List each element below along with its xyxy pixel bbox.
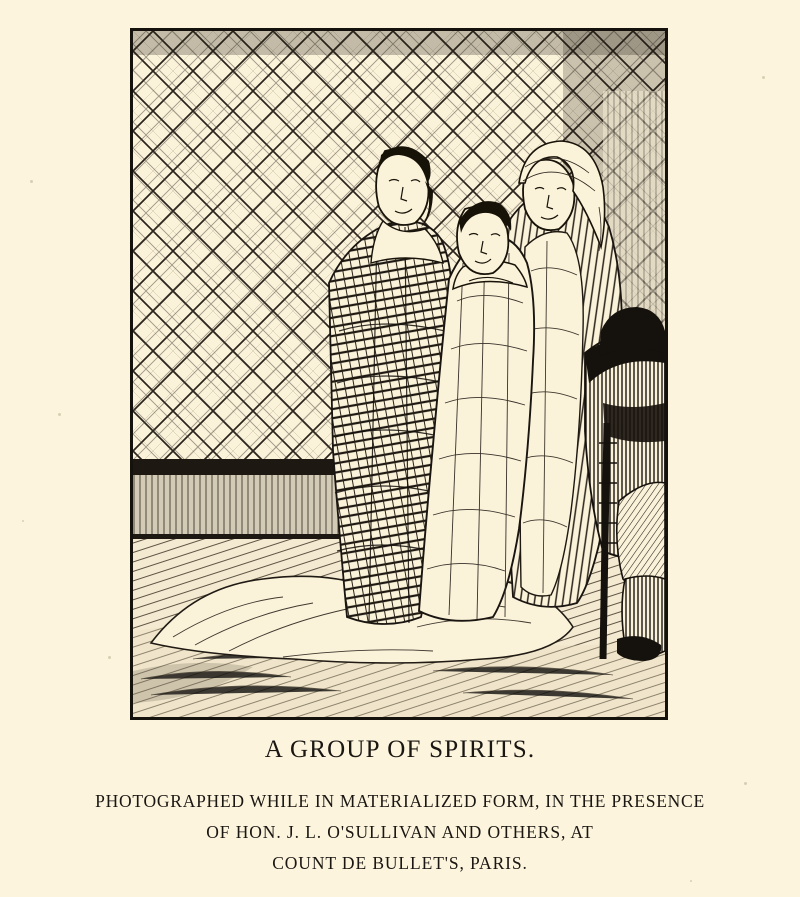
caption-block (0, 736, 800, 879)
illustration-artwork (133, 31, 665, 717)
illustration-plate (130, 28, 668, 720)
engraving-svg (133, 31, 665, 717)
caption-line-2: OF HON. J. L. O'SULLIVAN AND OTHERS, AT (206, 822, 594, 842)
figure-title: A GROUP OF SPIRITS. (264, 736, 536, 763)
caption-line-3: COUNT DE BULLET'S, PARIS. (272, 853, 528, 873)
caption-line-1: PHOTOGRAPHED WHILE IN MATERIALIZED FORM, IN THE PRESENCE (95, 791, 705, 811)
